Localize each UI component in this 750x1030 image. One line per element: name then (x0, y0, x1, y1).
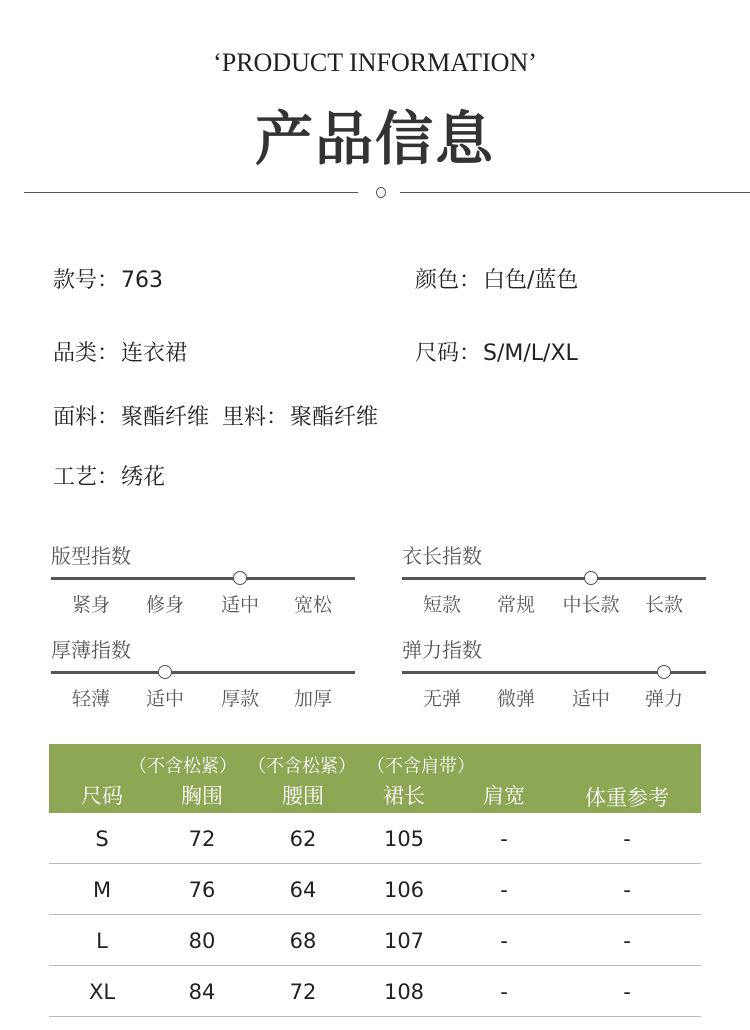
info-fabric-value: 聚酯纤维 (121, 405, 210, 430)
english-title: ‘PRODUCT INFORMATION’ (213, 48, 537, 77)
length-gauge-knob (584, 571, 598, 585)
length-gauge-option: 中长款 (562, 594, 620, 616)
info-size (415, 336, 578, 367)
thickness-gauge-knob (158, 665, 172, 679)
info-style-no-value: 763 (121, 268, 164, 293)
cell-waist: 68 (289, 929, 317, 953)
thickness-gauge-option: 加厚 (293, 688, 332, 710)
header-note-waist: （不含松紧） (248, 756, 356, 777)
elasticity-gauge-option: 无弹 (422, 688, 461, 710)
table-row (49, 864, 701, 915)
cell-weight: - (623, 827, 631, 851)
fit-gauge-track (51, 577, 355, 580)
cell-bust: 76 (188, 878, 216, 902)
cell-size: XL (88, 980, 116, 1004)
info-style-no (53, 263, 163, 294)
info-lining-value: 聚酯纤维 (290, 405, 379, 430)
cell-size: S (95, 827, 109, 851)
length-gauge-option: 短款 (422, 594, 461, 616)
info-craft-label: 工艺： (53, 465, 120, 490)
cell-weight: - (623, 929, 631, 953)
fit-gauge-option: 修身 (145, 594, 184, 616)
cell-shoulder: - (500, 878, 508, 902)
table-row (49, 915, 701, 966)
divider-line-right (400, 192, 750, 193)
length-gauge-option: 长款 (644, 594, 683, 616)
fit-gauge-option: 适中 (220, 594, 259, 616)
info-size-label: 尺码： (415, 341, 482, 366)
column-header-bust: 胸围 (181, 784, 223, 808)
fit-gauge-knob (233, 571, 247, 585)
column-header-size: 尺码 (81, 784, 123, 808)
thickness-gauge-option: 轻薄 (71, 688, 110, 710)
fit-gauge-title: 版型指数 (51, 544, 131, 568)
column-header-length: 裙长 (383, 784, 425, 808)
length-gauge-track (402, 577, 706, 580)
info-size-value: S/M/L/XL (483, 341, 578, 366)
info-craft (53, 460, 165, 491)
cell-bust: 80 (188, 929, 216, 953)
thickness-gauge-option: 适中 (145, 688, 184, 710)
info-fabric-label: 面料： (53, 405, 120, 430)
elasticity-gauge-title: 弹力指数 (402, 638, 482, 662)
cell-waist: 64 (289, 878, 317, 902)
length-gauge-option: 常规 (496, 594, 535, 616)
info-color (415, 263, 578, 294)
info-material (53, 400, 378, 431)
size-table-body (49, 813, 701, 1017)
thickness-gauge-option: 厚款 (220, 688, 259, 710)
cell-size: M (92, 878, 112, 902)
info-category-value: 连衣裙 (121, 341, 188, 366)
cell-shoulder: - (500, 827, 508, 851)
cell-length: 105 (383, 827, 425, 851)
header-note-length: （不含肩带） (367, 756, 475, 777)
cell-length: 106 (383, 878, 425, 902)
cell-weight: - (623, 980, 631, 1004)
table-row (49, 966, 701, 1017)
cell-weight: - (623, 878, 631, 902)
thickness-gauge-track (51, 671, 355, 674)
cell-waist: 62 (289, 827, 317, 851)
column-header-waist: 腰围 (282, 784, 324, 808)
elasticity-gauge-option: 弹力 (644, 688, 683, 710)
cell-bust: 84 (188, 980, 216, 1004)
info-craft-value: 绣花 (121, 465, 166, 490)
cell-shoulder: - (500, 980, 508, 1004)
size-table-header (49, 744, 701, 813)
cell-waist: 72 (289, 980, 317, 1004)
info-color-value: 白色/蓝色 (483, 268, 579, 293)
divider-line-left (24, 192, 358, 193)
thickness-gauge-title: 厚薄指数 (51, 638, 131, 662)
elasticity-gauge-option: 适中 (571, 688, 610, 710)
size-table (49, 744, 701, 1017)
header-note-bust: （不含松紧） (129, 756, 237, 777)
table-row (49, 813, 701, 864)
elasticity-gauge-option: 微弹 (496, 688, 535, 710)
chinese-title: 产品信息 (254, 105, 495, 173)
cell-length: 108 (383, 980, 425, 1004)
info-color-label: 颜色： (415, 268, 482, 293)
elasticity-gauge-knob (657, 665, 671, 679)
info-category-label: 品类： (53, 341, 120, 366)
fit-gauge-option: 紧身 (71, 594, 110, 616)
divider-circle-icon (376, 187, 386, 198)
cell-shoulder: - (500, 929, 508, 953)
info-lining-label: 里料： (222, 405, 289, 430)
column-header-shoulder: 肩宽 (483, 784, 525, 808)
info-style-no-label: 款号： (53, 268, 120, 293)
fit-gauge-option: 宽松 (293, 594, 332, 616)
cell-size: L (96, 929, 108, 953)
column-header-weight: 体重参考 (585, 786, 669, 810)
length-gauge-title: 衣长指数 (402, 544, 482, 568)
info-category (53, 336, 187, 367)
cell-bust: 72 (188, 827, 216, 851)
cell-length: 107 (383, 929, 425, 953)
